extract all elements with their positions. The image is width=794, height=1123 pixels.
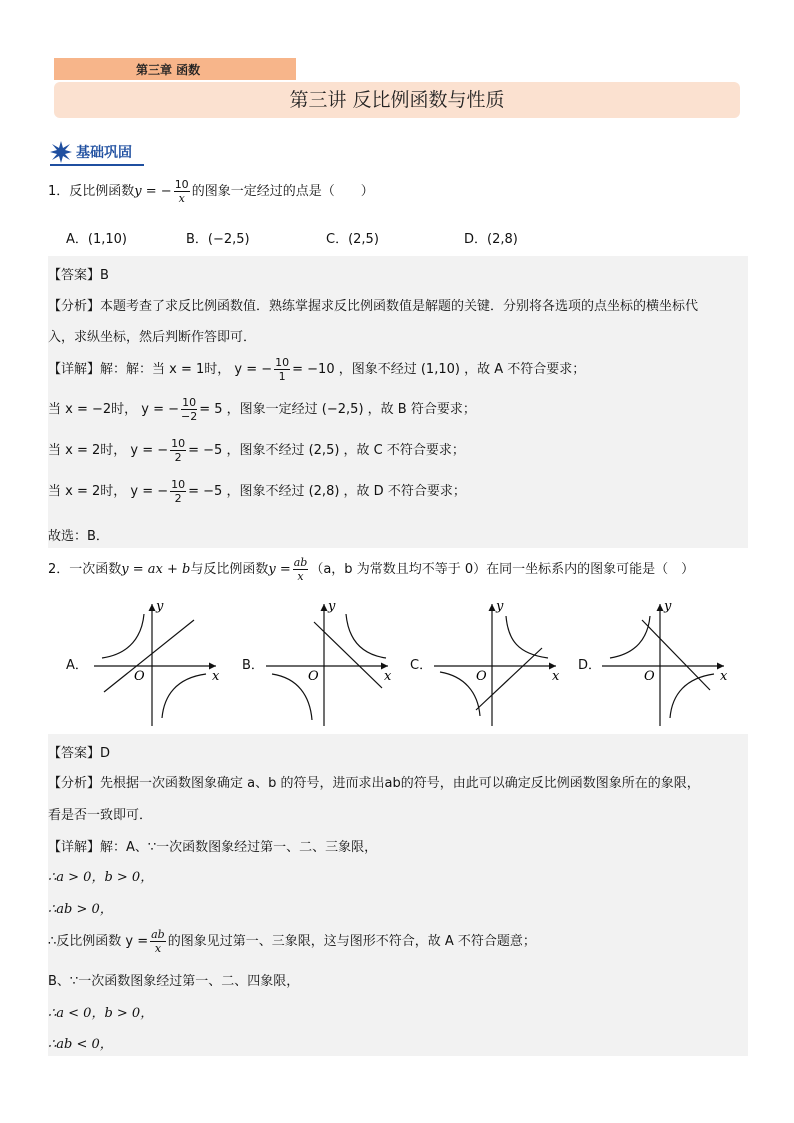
- frac-num: 10: [182, 396, 197, 409]
- hyperbola-branch-left: [272, 674, 312, 720]
- q2-detail-5: B、∵一次函数图象经过第一、二、四象限，: [48, 974, 300, 989]
- q1-detail-3: [48, 437, 465, 464]
- q1-option-d: [464, 228, 518, 247]
- origin-label: O: [308, 669, 319, 684]
- q2-fraction: [293, 556, 309, 583]
- origin-label: O: [644, 669, 655, 684]
- section-underline: [50, 164, 144, 166]
- frac-num: ab: [151, 928, 165, 941]
- option-c-label: C．: [326, 232, 349, 247]
- q2-mid: 与反比例函数: [190, 562, 269, 577]
- q2-prefix: 2．一次函数: [48, 562, 122, 577]
- q2-frac-den: x: [297, 570, 304, 583]
- axis-y-label: y: [328, 599, 336, 614]
- section-title: 基础巩固: [76, 145, 132, 161]
- hyperbola-branch-right: [346, 614, 386, 658]
- origin-label: O: [134, 669, 145, 684]
- q2-detail-3: ∴ab > 0，: [48, 902, 113, 917]
- q1-detail-1: [48, 356, 585, 383]
- graph-label-b: B．: [242, 658, 264, 673]
- q2-detail-4-fraction: [150, 928, 166, 955]
- graph-b: [262, 596, 396, 730]
- axis-y-label: y: [496, 599, 504, 614]
- option-d-value: (2,8): [487, 232, 518, 247]
- hyperbola-branch-left: [440, 672, 480, 716]
- q1-option-b: [186, 228, 250, 247]
- q1-detail-1-fraction: [274, 356, 290, 383]
- q2-answer: 【答案】D: [48, 746, 111, 761]
- q1-detail-3-fraction: [170, 437, 186, 464]
- graph-label-d: D．: [578, 658, 602, 673]
- frac-den: 2: [174, 492, 182, 505]
- q2-detail-7: ∴ab < 0，: [48, 1037, 113, 1052]
- q1-detail-1-text: 【详解】解：解：当 x = 1时， y = −: [48, 362, 273, 377]
- q1-frac-den: x: [178, 192, 185, 205]
- graph-a: [90, 596, 224, 730]
- frac-num: 10: [275, 356, 290, 369]
- hyperbola-branch-left: [102, 614, 144, 658]
- origin-label: O: [476, 669, 487, 684]
- frac-den: −2: [181, 410, 198, 423]
- q1-option-a: [66, 228, 127, 247]
- q2-suffix: （a，b 为常数且均不等于 0）在同一坐标系内的图象可能是（ ）: [310, 562, 695, 577]
- q1-option-c: [326, 228, 379, 247]
- linear-line: [104, 620, 194, 692]
- axis-x-label: x: [384, 669, 392, 684]
- q1-detail-2-end: = 5 ，图象一定经过 (−2,5) ，故 B 符合要求；: [199, 402, 476, 417]
- q1-prefix: 1．反比例函数: [48, 184, 135, 199]
- graph-label-c: C．: [410, 658, 433, 673]
- q2-inv-y: y =: [268, 562, 291, 577]
- q1-suffix: 的图象一定经过的点是（ ）: [191, 184, 374, 199]
- q2-detail-6: ∴a < 0，b > 0，: [48, 1006, 154, 1021]
- graph-c: [430, 596, 564, 730]
- q2-detail-4-text: ∴反比例函数 y =: [48, 934, 149, 949]
- question-1: [48, 178, 374, 205]
- frac-num: 10: [171, 437, 186, 450]
- q1-choose: 故选：B．: [48, 529, 109, 544]
- starburst-icon: [50, 141, 72, 163]
- q1-detail-4-fraction: [170, 478, 186, 505]
- option-c-value: (2,5): [348, 232, 379, 247]
- option-b-label: B．: [186, 232, 208, 247]
- q1-detail-3-end: = −5 ，图象不经过 (2,5) ，故 C 不符合要求；: [188, 443, 465, 458]
- hyperbola-branch-right: [670, 674, 714, 718]
- q1-detail-4: [48, 478, 466, 505]
- q2-detail-4: [48, 928, 536, 955]
- lecture-title-bar: [54, 82, 740, 118]
- q2-linear: y = ax + b: [121, 562, 191, 577]
- chapter-tab: [54, 58, 296, 80]
- q1-analysis-2: 入，求纵坐标，然后判断作答即可．: [48, 330, 257, 345]
- frac-den: 1: [278, 370, 286, 383]
- axis-y-label: y: [664, 599, 672, 614]
- option-a-value: (1,10): [87, 232, 127, 247]
- option-d-label: D．: [464, 232, 488, 247]
- q2-detail-4-end: 的图象见过第一、三象限，这与图形不符合，故 A 不符合题意；: [167, 934, 536, 949]
- graph-label-a: A．: [66, 658, 88, 673]
- q1-detail-3-text: 当 x = 2时， y = −: [48, 443, 169, 458]
- hyperbola-branch-right: [162, 674, 206, 718]
- q2-detail-2: ∴a > 0，b > 0，: [48, 870, 154, 885]
- axis-x-label: x: [720, 669, 728, 684]
- question-2: [48, 556, 694, 583]
- q1-detail-2-fraction: [181, 396, 197, 423]
- q1-detail-1-end: = −10 ，图象不经过 (1,10) ，故 A 不符合要求；: [292, 362, 586, 377]
- frac-num: 10: [171, 478, 186, 491]
- q1-detail-2-text: 当 x = −2时， y = −: [48, 402, 180, 417]
- axis-x-label: x: [212, 669, 220, 684]
- q1-fraction: [174, 178, 190, 205]
- q1-detail-4-end: = −5 ，图象不经过 (2,8) ，故 D 不符合要求；: [188, 484, 466, 499]
- hyperbola-branch-right: [506, 616, 548, 658]
- q1-detail-2: [48, 396, 476, 423]
- q1-y-eq: y = −: [134, 184, 172, 199]
- axis-x-label: x: [552, 669, 560, 684]
- frac-den: x: [154, 942, 162, 955]
- q2-analysis-1: 【分析】先根据一次函数图象确定 a、b 的符号，进而求出ab的符号，由此可以确定反比例函数图象所在的象限，: [48, 776, 700, 791]
- lecture-title: 第三讲 反比例函数与性质: [289, 89, 505, 111]
- q1-answer: 【答案】B: [48, 268, 109, 283]
- q1-detail-4-text: 当 x = 2时， y = −: [48, 484, 169, 499]
- frac-den: 2: [174, 451, 182, 464]
- option-b-value: (−2,5): [207, 232, 250, 247]
- graph-d: [598, 596, 732, 730]
- option-a-label: A．: [66, 232, 88, 247]
- q2-detail-1: 【详解】解：A、∵一次函数图象经过第一、二、三象限，: [48, 840, 378, 855]
- chapter-label: 第三章 函数: [136, 63, 201, 77]
- q2-frac-num: ab: [293, 556, 308, 569]
- q1-frac-num: 10: [174, 178, 189, 191]
- q1-analysis-1: 【分析】本题考查了求反比例函数值．熟练掌握求反比例函数值是解题的关键．分别将各选项的点坐标的横坐标代: [48, 299, 699, 314]
- axis-y-label: y: [156, 599, 164, 614]
- q2-analysis-2: 看是否一致即可．: [48, 808, 153, 823]
